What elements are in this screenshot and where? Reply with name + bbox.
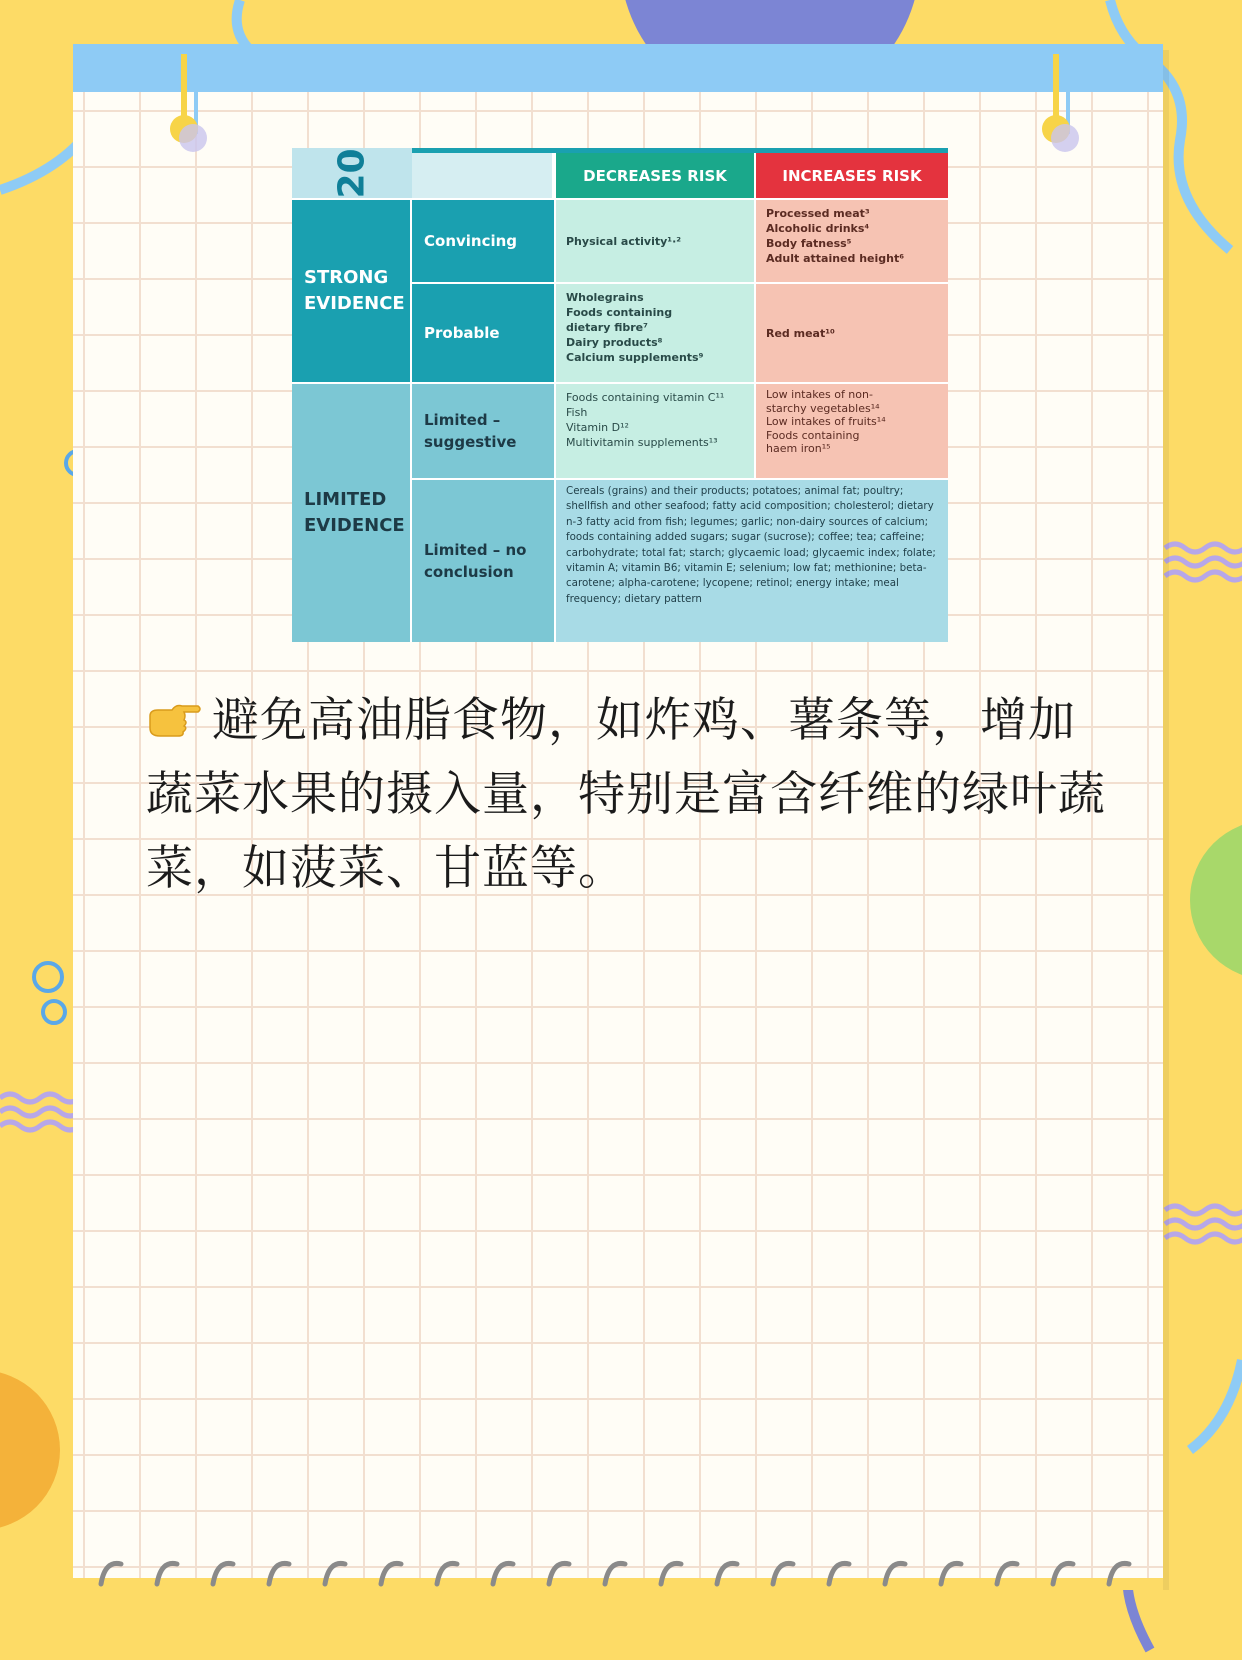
- no-conclusion-cell: Cereals (grains) and their products; potatoes; animal fat; poultry; shellfish and other seafood; fatty acid composition; cholesterol; dietary n-3 fatty acid from fish; legumes; garlic; non-dairy sources of calcium; foods containing added sugars; sugar (sucrose); coffee; tea; caffeine; carbohydrate; total fat; starch; glycaemic load; glycaemic index; folate; vitamin A; vitamin B6; vitamin E; selenium; low fat; methionine; beta-carotene; alpha-carotene; lycopene; retinol; energy intake; meal frequency; dietary pattern: [556, 480, 948, 642]
- pin-icon: [159, 54, 209, 164]
- year-fragment: 20: [292, 148, 412, 198]
- blue-stroke-decoration: [1190, 1360, 1242, 1450]
- probable-decreases-cell: Wholegrains Foods containing dietary fibre⁷ Dairy products⁸ Calcium supplements⁹: [556, 284, 754, 382]
- pin-icon: [1031, 54, 1081, 164]
- limited-no-conclusion-label: Limited – no conclusion: [412, 480, 554, 642]
- green-circle-decoration: [1190, 820, 1242, 980]
- convincing-label: Convincing: [412, 200, 554, 282]
- tip-text: 避免高油脂食物，如炸鸡、薯条等，增加蔬菜水果的摄入量，特别是富含纤维的绿叶蔬菜，如菠菜、甘蓝等。: [146, 693, 1106, 896]
- pointing-hand-icon: [146, 700, 202, 740]
- tip-paragraph: [146, 684, 1106, 906]
- orange-circle-decoration: [0, 1370, 60, 1530]
- header-decreases-risk: DECREASES RISK: [556, 153, 754, 198]
- convincing-decreases-cell: Physical activity¹·²: [556, 200, 754, 282]
- card-top-bar: [73, 44, 1163, 92]
- suggestive-increases-cell: Low intakes of non- starchy vegetables¹⁴ Low intakes of fruits¹⁴ Foods containing haem iron¹⁵: [756, 384, 948, 478]
- suggestive-decreases-cell: Foods containing vitamin C¹¹ Fish Vitamin D¹² Multivitamin supplements¹³: [556, 384, 754, 478]
- probable-label: Probable: [412, 284, 554, 382]
- blue-stroke-decoration: [237, 0, 250, 50]
- probable-increases-cell: Red meat¹⁰: [756, 284, 948, 382]
- limited-evidence-label: LIMITED EVIDENCE: [292, 384, 410, 642]
- scalloped-edge: [73, 1540, 1163, 1590]
- header-increases-risk: INCREASES RISK: [756, 153, 948, 198]
- table-corner-cell: [412, 148, 552, 198]
- evidence-table-image: [292, 148, 948, 642]
- limited-suggestive-label: Limited – suggestive: [412, 384, 554, 478]
- convincing-increases-cell: Processed meat³ Alcoholic drinks⁴ Body fatness⁵ Adult attained height⁶: [756, 200, 948, 282]
- strong-evidence-label: STRONG EVIDENCE: [292, 200, 410, 382]
